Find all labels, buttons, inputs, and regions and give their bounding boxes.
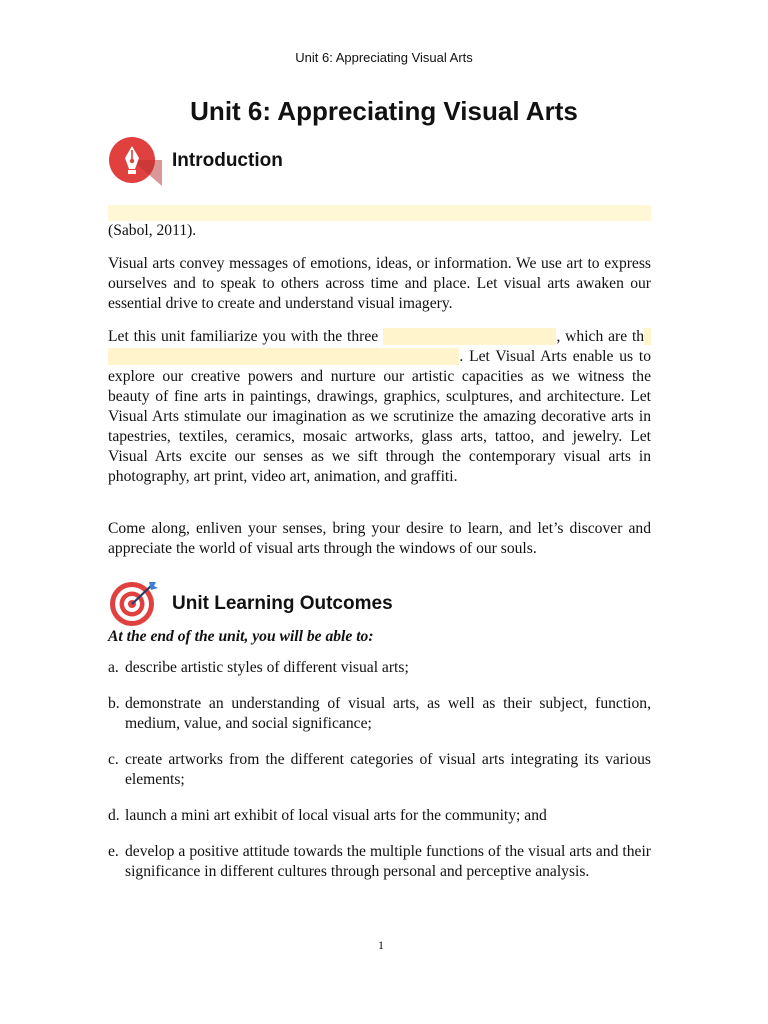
outcome-item (108, 750, 651, 790)
outcomes-lead: At the end of the unit, you will be able to: (108, 628, 374, 645)
intro-paragraph-2-part-a: Let this unit familiarize you with the three (108, 328, 383, 345)
outcome-item (108, 806, 651, 826)
intro-paragraph-2 (108, 327, 651, 487)
outcome-marker: b. (108, 695, 120, 712)
intro-paragraph-2-part-e: . Let Visual Arts enable us to explore our creative powers and nurture our artistic capacities as we witness the beauty of fine arts in paintings, drawings, graphics, sculptures, and architecture. Let Visual Arts stimulate our imagination as we scrutinize the amazing decorative arts in tapestries, textiles, ceramics, mosaic artworks, glass arts, tattoo, and jewelry. Let Visual Arts excite our senses as we sift through the contemporary visual arts in photography, art print, video art, animation, and graffiti. (108, 348, 651, 485)
introduction-heading: Introduction (172, 150, 283, 171)
outcome-text: demonstrate an understanding of visual arts, as well as their subject, function, medium, value, and social significance; (125, 695, 651, 732)
intro-paragraph-2-part-c: , which are th (556, 328, 645, 345)
outcome-marker: e. (108, 843, 119, 860)
outcome-marker: c. (108, 751, 119, 768)
running-header: Unit 6: Appreciating Visual Arts (295, 50, 473, 65)
highlighted-text-band (108, 205, 651, 221)
outcome-text: develop a positive attitude towards the multiple functions of the visual arts and their significance in different cultures through personal and perceptive analysis. (125, 843, 651, 880)
outcome-marker: a. (108, 659, 119, 676)
intro-paragraph-1: Visual arts convey messages of emotions, ideas, or information. We use art to express ourselves and to speak to others across time and place. Let visual arts awaken our essential drive to create and understand visual imagery. (108, 255, 651, 312)
intro-paragraph-2-highlight-1 (383, 328, 556, 345)
outcome-text: launch a mini art exhibit of local visual arts for the community; and (125, 807, 547, 824)
outcomes-heading: Unit Learning Outcomes (172, 593, 393, 614)
outcomes-section-header (108, 580, 393, 628)
pen-nib-icon (108, 136, 162, 186)
outcome-text: describe artistic styles of different visual arts; (125, 659, 409, 676)
page-number: 1 (378, 938, 384, 952)
outcome-marker: d. (108, 807, 120, 824)
outcome-item (108, 658, 651, 678)
intro-paragraph-3: Come along, enliven your senses, bring your desire to learn, and let’s discover and appreciate the world of visual arts through the windows of our souls. (108, 520, 651, 557)
target-icon (108, 580, 162, 628)
outcome-text: create artworks from the different categories of visual arts integrating its various elements; (125, 751, 651, 788)
outcomes-list (108, 658, 651, 898)
introduction-section-header (108, 136, 283, 186)
page-title: Unit 6: Appreciating Visual Arts (190, 96, 578, 126)
intro-paragraph-citation: (Sabol, 2011). (108, 222, 197, 239)
outcome-item (108, 694, 651, 734)
outcome-item (108, 842, 651, 882)
